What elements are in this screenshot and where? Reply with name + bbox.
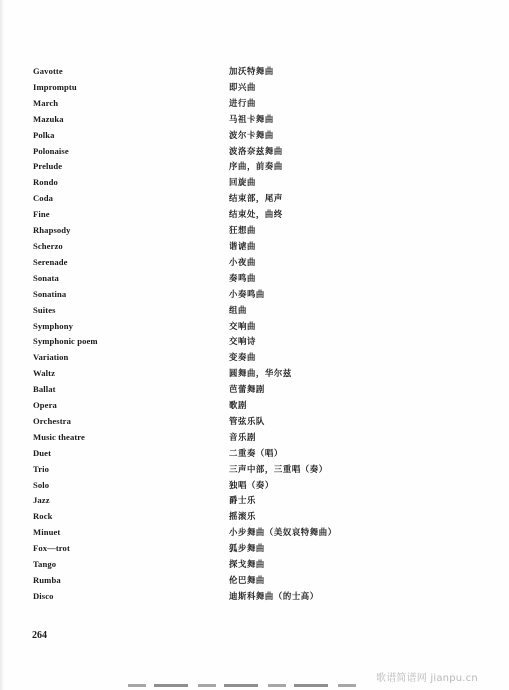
glossary-row — [33, 191, 473, 207]
term-english: Symphony — [33, 320, 73, 331]
glossary-row — [33, 478, 473, 494]
term-english: March — [33, 97, 59, 108]
glossary-row — [33, 112, 473, 128]
music-terms-glossary — [33, 64, 473, 605]
term-english: Suites — [33, 304, 56, 315]
term-chinese: 圆舞曲，华尔兹 — [229, 368, 292, 379]
term-chinese: 独唱（奏） — [229, 479, 274, 490]
glossary-row — [33, 144, 473, 160]
glossary-row — [33, 382, 473, 398]
term-chinese: 音乐剧 — [229, 431, 256, 442]
glossary-row — [33, 239, 473, 255]
term-chinese: 加沃特舞曲 — [229, 66, 274, 76]
glossary-row — [33, 462, 473, 478]
term-english: Sonata — [33, 272, 59, 283]
glossary-row — [33, 334, 473, 350]
term-chinese: 进行曲 — [229, 97, 256, 108]
term-chinese: 管弦乐队 — [229, 415, 265, 426]
term-english: Polka — [33, 129, 55, 140]
glossary-row — [33, 525, 473, 541]
term-english: Sonatina — [33, 288, 67, 299]
term-english: Rumba — [33, 575, 61, 585]
term-english: Variation — [33, 352, 69, 363]
term-chinese: 波尔卡舞曲 — [229, 129, 274, 140]
glossary-row — [33, 541, 473, 557]
glossary-row — [33, 64, 473, 80]
term-english: Duet — [33, 447, 52, 458]
term-english: Impromptu — [33, 81, 77, 92]
term-english: Gavotte — [33, 66, 63, 76]
term-english: Mazuka — [33, 113, 64, 124]
glossary-row — [33, 207, 473, 223]
term-chinese: 结束部，尾声 — [229, 193, 283, 204]
term-english: Fine — [33, 209, 50, 220]
glossary-row — [33, 96, 473, 112]
term-chinese: 迪斯科舞曲（的士高） — [229, 590, 319, 601]
term-english: Symphonic poem — [33, 336, 98, 347]
term-english: Minuet — [33, 527, 61, 538]
term-chinese: 组曲 — [229, 304, 247, 315]
term-english: Scherzo — [33, 240, 63, 251]
glossary-row — [33, 159, 473, 175]
term-chinese: 序曲，前奏曲 — [229, 161, 283, 172]
glossary-row — [33, 223, 473, 239]
term-english: Disco — [33, 590, 54, 601]
term-chinese: 交响曲 — [229, 320, 256, 331]
term-chinese: 回旋曲 — [229, 177, 256, 188]
glossary-row — [33, 128, 473, 144]
term-english: Rondo — [33, 177, 58, 188]
term-chinese: 歌剧 — [229, 400, 247, 411]
term-english: Polonaise — [33, 145, 69, 156]
term-chinese: 二重奏（唱） — [229, 447, 283, 458]
term-english: Ballat — [33, 384, 56, 395]
glossary-row — [33, 589, 473, 605]
term-english: Rhapsody — [33, 225, 71, 236]
scan-edge-shadow — [0, 0, 4, 690]
page-number: 264 — [32, 630, 47, 641]
term-chinese: 波洛奈兹舞曲 — [229, 145, 283, 156]
glossary-row — [33, 175, 473, 191]
term-english: Orchestra — [33, 415, 71, 426]
glossary-row — [33, 255, 473, 271]
glossary-row — [33, 350, 473, 366]
glossary-row — [33, 573, 473, 589]
term-chinese: 即兴曲 — [229, 81, 256, 92]
glossary-row — [33, 398, 473, 414]
term-chinese: 谐谑曲 — [229, 240, 256, 251]
glossary-row — [33, 509, 473, 525]
term-chinese: 交响诗 — [229, 336, 256, 347]
term-english: Opera — [33, 400, 57, 411]
term-english: Waltz — [33, 368, 55, 379]
term-chinese: 奏鸣曲 — [229, 272, 256, 283]
glossary-row — [33, 557, 473, 573]
term-english: Rock — [33, 511, 53, 522]
term-english: Trio — [33, 463, 49, 474]
term-chinese: 芭蕾舞剧 — [229, 384, 265, 395]
term-english: Tango — [33, 559, 57, 570]
term-chinese: 三声中部，三重唱（奏） — [229, 463, 328, 474]
term-english: Prelude — [33, 161, 63, 172]
term-chinese: 爵士乐 — [229, 495, 256, 506]
term-chinese: 结束处，曲终 — [229, 209, 283, 220]
term-chinese: 马祖卡舞曲 — [229, 113, 274, 124]
glossary-row — [33, 303, 473, 319]
glossary-row — [33, 80, 473, 96]
term-chinese: 小奏鸣曲 — [229, 288, 265, 299]
term-chinese: 狂想曲 — [229, 225, 256, 236]
term-english: Coda — [33, 193, 53, 204]
term-english: Jazz — [33, 495, 50, 506]
glossary-row — [33, 430, 473, 446]
glossary-row — [33, 414, 473, 430]
term-chinese: 摇滚乐 — [229, 511, 256, 522]
watermark-text: 歌谱简谱网 jianpu.cn — [376, 673, 478, 684]
glossary-row — [33, 271, 473, 287]
term-english: Solo — [33, 479, 50, 490]
scan-bottom-marks — [128, 684, 358, 687]
term-chinese: 伦巴舞曲 — [229, 575, 265, 585]
term-chinese: 变奏曲 — [229, 352, 256, 363]
glossary-row — [33, 287, 473, 303]
term-english: Music theatre — [33, 431, 85, 442]
term-english: Serenade — [33, 256, 68, 267]
term-chinese: 探戈舞曲 — [229, 559, 265, 570]
term-chinese: 狐步舞曲 — [229, 543, 265, 554]
glossary-row — [33, 493, 473, 509]
glossary-row — [33, 319, 473, 335]
term-english: Fox—trot — [33, 543, 70, 554]
term-chinese: 小夜曲 — [229, 256, 256, 267]
term-chinese: 小步舞曲（美奴哀特舞曲） — [229, 527, 337, 538]
glossary-row — [33, 446, 473, 462]
glossary-row — [33, 366, 473, 382]
